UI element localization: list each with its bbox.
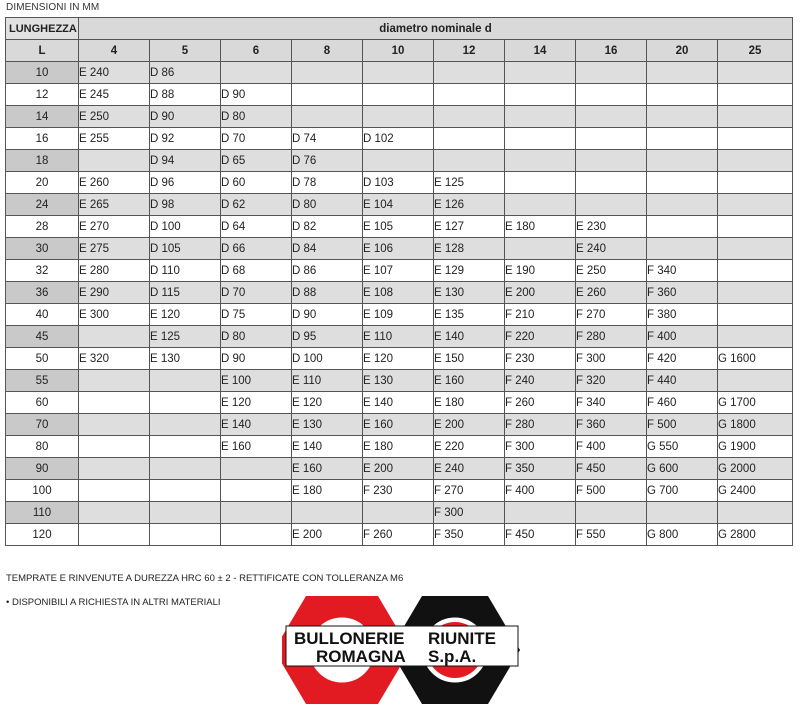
code-cell: E 125 (150, 326, 221, 348)
code-cell: D 94 (150, 150, 221, 172)
code-cell: D 86 (150, 62, 221, 84)
code-cell (292, 502, 363, 524)
table-row (6, 194, 793, 216)
table-row (6, 480, 793, 502)
code-cell: E 260 (576, 282, 647, 304)
code-cell: D 78 (292, 172, 363, 194)
table-row (6, 172, 793, 194)
code-cell: D 75 (221, 304, 292, 326)
table-row (6, 370, 793, 392)
l-header: L (6, 40, 79, 62)
table-row (6, 128, 793, 150)
code-cell: E 105 (363, 216, 434, 238)
code-cell (718, 62, 793, 84)
code-cell: E 104 (363, 194, 434, 216)
code-cell: D 110 (150, 260, 221, 282)
code-cell: E 140 (434, 326, 505, 348)
code-cell (221, 458, 292, 480)
code-cell: F 350 (505, 458, 576, 480)
code-cell: F 230 (505, 348, 576, 370)
length-cell: 45 (6, 326, 79, 348)
code-cell: E 110 (292, 370, 363, 392)
code-cell: F 440 (647, 370, 718, 392)
code-cell: D 115 (150, 282, 221, 304)
code-cell (79, 370, 150, 392)
code-cell: D 82 (292, 216, 363, 238)
code-cell (505, 106, 576, 128)
code-cell: G 600 (647, 458, 718, 480)
code-cell: G 2400 (718, 480, 793, 502)
code-cell: G 2000 (718, 458, 793, 480)
code-cell (79, 524, 150, 546)
table-row (6, 62, 793, 84)
code-cell (718, 150, 793, 172)
code-cell (150, 392, 221, 414)
code-cell: E 130 (150, 348, 221, 370)
diameter-col-header: 16 (576, 40, 647, 62)
code-cell (718, 84, 793, 106)
code-cell: E 180 (505, 216, 576, 238)
code-cell (576, 84, 647, 106)
code-cell: D 96 (150, 172, 221, 194)
code-cell: F 230 (363, 480, 434, 502)
code-cell (647, 84, 718, 106)
code-cell: D 88 (150, 84, 221, 106)
code-cell (647, 128, 718, 150)
code-cell: E 140 (363, 392, 434, 414)
table-row (6, 216, 793, 238)
code-cell: E 275 (79, 238, 150, 260)
length-cell: 18 (6, 150, 79, 172)
code-cell: E 270 (79, 216, 150, 238)
code-cell: E 125 (434, 172, 505, 194)
code-cell: F 340 (647, 260, 718, 282)
code-cell (718, 216, 793, 238)
length-cell: 30 (6, 238, 79, 260)
code-cell (647, 62, 718, 84)
code-cell (718, 172, 793, 194)
table-row (6, 304, 793, 326)
table-row (6, 282, 793, 304)
code-cell (434, 128, 505, 150)
materials-footnote: • DISPONIBILI A RICHIESTA IN ALTRI MATERIALI (6, 597, 221, 608)
logo-word-riunite: RIUNITE (428, 629, 496, 648)
length-cell: 32 (6, 260, 79, 282)
code-cell (150, 414, 221, 436)
code-cell (647, 238, 718, 260)
code-cell: G 1900 (718, 436, 793, 458)
diameter-header: diametro nominale d (79, 18, 793, 40)
code-cell: D 70 (221, 128, 292, 150)
code-cell (576, 194, 647, 216)
code-cell: E 180 (434, 392, 505, 414)
code-cell: F 280 (576, 326, 647, 348)
code-cell: F 500 (576, 480, 647, 502)
code-cell (576, 150, 647, 172)
code-cell: F 280 (505, 414, 576, 436)
code-cell (647, 150, 718, 172)
diameter-col-header: 25 (718, 40, 793, 62)
code-cell: E 200 (363, 458, 434, 480)
code-cell: E 240 (79, 62, 150, 84)
table-row (6, 392, 793, 414)
code-cell (718, 502, 793, 524)
code-cell: E 120 (363, 348, 434, 370)
code-cell (505, 84, 576, 106)
code-cell: E 107 (363, 260, 434, 282)
code-cell (363, 106, 434, 128)
length-cell: 28 (6, 216, 79, 238)
table-body (6, 62, 793, 546)
code-cell: G 550 (647, 436, 718, 458)
code-cell (576, 172, 647, 194)
code-cell: E 240 (576, 238, 647, 260)
code-cell (363, 150, 434, 172)
diameter-col-header: 6 (221, 40, 292, 62)
code-cell (221, 502, 292, 524)
code-cell (505, 172, 576, 194)
code-cell (505, 128, 576, 150)
code-cell: F 300 (505, 436, 576, 458)
code-cell (647, 106, 718, 128)
length-cell: 55 (6, 370, 79, 392)
code-cell: E 200 (434, 414, 505, 436)
code-cell (150, 480, 221, 502)
code-cell (505, 238, 576, 260)
code-cell (718, 370, 793, 392)
code-cell: G 2800 (718, 524, 793, 546)
code-cell (434, 150, 505, 172)
code-cell (576, 502, 647, 524)
code-cell: E 255 (79, 128, 150, 150)
code-cell: F 340 (576, 392, 647, 414)
table-row (6, 436, 793, 458)
code-cell: E 250 (79, 106, 150, 128)
code-cell: F 220 (505, 326, 576, 348)
code-cell (718, 128, 793, 150)
code-cell: F 260 (363, 524, 434, 546)
code-cell: D 80 (221, 326, 292, 348)
table-row (6, 524, 793, 546)
code-cell (505, 150, 576, 172)
code-cell (221, 62, 292, 84)
length-header: LUNGHEZZA (6, 18, 79, 40)
length-cell: 120 (6, 524, 79, 546)
code-cell: E 250 (576, 260, 647, 282)
diameter-col-header: 12 (434, 40, 505, 62)
code-cell: E 130 (292, 414, 363, 436)
code-cell: D 74 (292, 128, 363, 150)
logo-word-romagna: ROMAGNA (316, 647, 406, 666)
code-cell (647, 194, 718, 216)
code-cell (79, 150, 150, 172)
diameter-col-header: 14 (505, 40, 576, 62)
code-cell: E 160 (221, 436, 292, 458)
code-cell (718, 106, 793, 128)
code-cell: E 280 (79, 260, 150, 282)
code-cell: D 84 (292, 238, 363, 260)
length-cell: 16 (6, 128, 79, 150)
code-cell (150, 436, 221, 458)
code-cell (292, 84, 363, 106)
code-cell: D 70 (221, 282, 292, 304)
diameter-col-header: 5 (150, 40, 221, 62)
length-cell: 70 (6, 414, 79, 436)
code-cell (292, 62, 363, 84)
code-cell: D 90 (292, 304, 363, 326)
table-row (6, 414, 793, 436)
code-cell: F 260 (505, 392, 576, 414)
code-cell: E 300 (79, 304, 150, 326)
code-cell (647, 502, 718, 524)
code-cell: G 700 (647, 480, 718, 502)
code-cell: E 120 (221, 392, 292, 414)
code-cell: F 350 (434, 524, 505, 546)
code-cell: F 400 (647, 326, 718, 348)
code-cell: E 127 (434, 216, 505, 238)
code-cell: G 1800 (718, 414, 793, 436)
code-cell: E 200 (505, 282, 576, 304)
code-cell: G 1600 (718, 348, 793, 370)
length-cell: 10 (6, 62, 79, 84)
code-cell: D 66 (221, 238, 292, 260)
code-cell: F 380 (647, 304, 718, 326)
code-cell: F 300 (434, 502, 505, 524)
code-cell: F 240 (505, 370, 576, 392)
code-cell: E 230 (576, 216, 647, 238)
code-cell (718, 304, 793, 326)
length-cell: 36 (6, 282, 79, 304)
code-cell: E 100 (221, 370, 292, 392)
code-cell: E 160 (434, 370, 505, 392)
logo-word-spa: S.p.A. (428, 647, 477, 666)
code-cell (79, 502, 150, 524)
code-cell: E 200 (292, 524, 363, 546)
code-cell: E 260 (79, 172, 150, 194)
length-cell: 110 (6, 502, 79, 524)
code-cell: F 320 (576, 370, 647, 392)
code-cell: E 160 (363, 414, 434, 436)
code-cell: D 95 (292, 326, 363, 348)
code-cell (79, 326, 150, 348)
code-cell (718, 326, 793, 348)
code-cell: E 106 (363, 238, 434, 260)
code-cell: E 126 (434, 194, 505, 216)
length-cell: 40 (6, 304, 79, 326)
code-cell (221, 480, 292, 502)
diameter-col-header: 20 (647, 40, 718, 62)
code-cell: E 160 (292, 458, 363, 480)
diameter-col-header: 8 (292, 40, 363, 62)
code-cell: D 80 (221, 106, 292, 128)
code-cell: E 190 (505, 260, 576, 282)
code-cell (647, 172, 718, 194)
code-cell: F 420 (647, 348, 718, 370)
code-cell (79, 392, 150, 414)
code-cell: E 265 (79, 194, 150, 216)
code-cell: E 220 (434, 436, 505, 458)
logo-word-bullonerie: BULLONERIE (294, 629, 405, 648)
header-row-2 (6, 40, 793, 62)
code-cell: E 135 (434, 304, 505, 326)
code-cell: E 108 (363, 282, 434, 304)
length-cell: 90 (6, 458, 79, 480)
code-cell (292, 106, 363, 128)
code-cell (221, 524, 292, 546)
code-cell: E 245 (79, 84, 150, 106)
code-cell: F 500 (647, 414, 718, 436)
code-cell: F 550 (576, 524, 647, 546)
code-cell: D 98 (150, 194, 221, 216)
code-cell: D 88 (292, 282, 363, 304)
code-cell (576, 62, 647, 84)
code-cell: D 92 (150, 128, 221, 150)
diameter-col-header: 4 (79, 40, 150, 62)
hardness-footnote: TEMPRATE E RINVENUTE A DUREZZA HRC 60 ± 2 - RETTIFICATE CON TOLLERANZA M6 (6, 573, 404, 584)
code-cell: E 129 (434, 260, 505, 282)
code-cell: D 90 (150, 106, 221, 128)
code-cell: F 400 (576, 436, 647, 458)
length-cell: 14 (6, 106, 79, 128)
code-cell: D 80 (292, 194, 363, 216)
code-cell: F 270 (576, 304, 647, 326)
code-cell: E 150 (434, 348, 505, 370)
code-cell: G 1700 (718, 392, 793, 414)
code-cell: F 460 (647, 392, 718, 414)
header-row-1 (6, 18, 793, 40)
code-cell: E 130 (434, 282, 505, 304)
code-cell: F 270 (434, 480, 505, 502)
code-cell (718, 194, 793, 216)
table-row (6, 150, 793, 172)
code-cell: D 100 (150, 216, 221, 238)
table-row (6, 458, 793, 480)
code-cell: E 110 (363, 326, 434, 348)
code-cell: D 65 (221, 150, 292, 172)
code-cell: D 105 (150, 238, 221, 260)
code-cell (79, 414, 150, 436)
code-cell (505, 502, 576, 524)
code-cell (363, 502, 434, 524)
code-cell: E 240 (434, 458, 505, 480)
code-cell (150, 458, 221, 480)
code-cell (150, 370, 221, 392)
code-cell: D 100 (292, 348, 363, 370)
length-cell: 100 (6, 480, 79, 502)
code-cell (363, 84, 434, 106)
code-cell (576, 128, 647, 150)
code-cell (647, 216, 718, 238)
table-row (6, 348, 793, 370)
code-cell (434, 106, 505, 128)
code-cell (505, 62, 576, 84)
code-cell: E 140 (221, 414, 292, 436)
code-cell (718, 260, 793, 282)
diameter-col-header: 10 (363, 40, 434, 62)
code-cell: E 120 (150, 304, 221, 326)
code-cell: D 102 (363, 128, 434, 150)
code-cell (434, 62, 505, 84)
code-cell: E 128 (434, 238, 505, 260)
units-note: DIMENSIONI IN MM (6, 2, 100, 13)
code-cell: D 60 (221, 172, 292, 194)
table-row (6, 260, 793, 282)
code-cell (363, 62, 434, 84)
code-cell: E 130 (363, 370, 434, 392)
code-cell: G 800 (647, 524, 718, 546)
code-cell: F 400 (505, 480, 576, 502)
company-logo (282, 594, 522, 705)
dimensions-table (5, 17, 793, 546)
code-cell: D 76 (292, 150, 363, 172)
code-cell: E 180 (363, 436, 434, 458)
length-cell: 24 (6, 194, 79, 216)
length-cell: 50 (6, 348, 79, 370)
code-cell (79, 458, 150, 480)
code-cell: D 86 (292, 260, 363, 282)
code-cell: E 320 (79, 348, 150, 370)
code-cell: E 109 (363, 304, 434, 326)
code-cell (576, 106, 647, 128)
code-cell: F 360 (576, 414, 647, 436)
length-cell: 12 (6, 84, 79, 106)
code-cell: D 64 (221, 216, 292, 238)
code-cell: D 103 (363, 172, 434, 194)
code-cell (150, 502, 221, 524)
length-cell: 60 (6, 392, 79, 414)
code-cell (718, 282, 793, 304)
code-cell (79, 436, 150, 458)
code-cell: F 210 (505, 304, 576, 326)
code-cell: E 140 (292, 436, 363, 458)
code-cell: F 300 (576, 348, 647, 370)
code-cell: D 90 (221, 348, 292, 370)
code-cell (505, 194, 576, 216)
table-row (6, 106, 793, 128)
code-cell (434, 84, 505, 106)
table-row (6, 502, 793, 524)
table-row (6, 84, 793, 106)
code-cell: D 68 (221, 260, 292, 282)
length-cell: 80 (6, 436, 79, 458)
logo-graphic (282, 594, 522, 705)
length-cell: 20 (6, 172, 79, 194)
code-cell (718, 238, 793, 260)
code-cell: F 450 (505, 524, 576, 546)
code-cell: E 120 (292, 392, 363, 414)
code-cell: D 90 (221, 84, 292, 106)
table-row (6, 238, 793, 260)
table-row (6, 326, 793, 348)
code-cell: F 360 (647, 282, 718, 304)
code-cell (150, 524, 221, 546)
code-cell: F 450 (576, 458, 647, 480)
code-cell: E 180 (292, 480, 363, 502)
code-cell (79, 480, 150, 502)
code-cell: E 290 (79, 282, 150, 304)
code-cell: D 62 (221, 194, 292, 216)
